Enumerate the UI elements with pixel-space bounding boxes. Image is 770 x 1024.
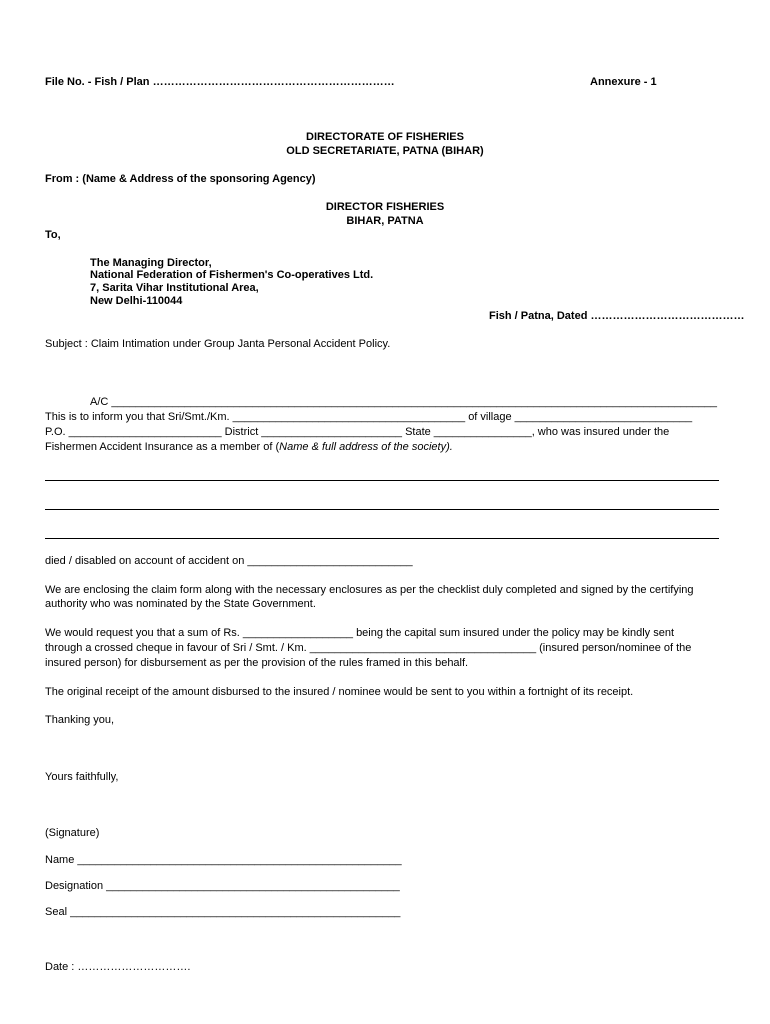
addressee-title: The Managing Director, [90, 257, 212, 269]
member-line [45, 440, 453, 454]
addressee-org: National Federation of Fishermen's Co-operatives Ltd. [90, 269, 374, 281]
addressee-city: New Delhi-110044 [90, 295, 183, 307]
name-field: Name _____________________________________________________ [45, 854, 402, 866]
member-italic: Name & full address of the society). [279, 441, 453, 453]
dated-line: Fish / Patna, Dated …………………………………… [489, 310, 745, 322]
ac-line: A/C ___________________________________________________________________________________________________ [90, 396, 718, 408]
receipt-line: The original receipt of the amount disbursed to the insured / nominee would be sent to you within a fortnight of its receipt. [45, 686, 634, 698]
enclosing-line-2: authority who was nominated by the State Government. [45, 598, 316, 610]
po-line: P.O. _________________________ District _______________________ State ________________, who was insured under the [45, 426, 670, 438]
office-address: OLD SECRETARIATE, PATNA (BIHAR) [286, 145, 484, 157]
annexure-label: Annexure - 1 [590, 76, 657, 88]
blank-line-2 [45, 509, 719, 510]
signature-label: (Signature) [45, 827, 100, 839]
office-title: DIRECTORATE OF FISHERIES [306, 131, 464, 143]
subject-line: Subject : Claim Intimation under Group Janta Personal Accident Policy. [45, 338, 391, 350]
request-line-2: through a crossed cheque in favour of Sri / Smt. / Km. _____________________________________ (insured person/nominee of the [45, 642, 692, 654]
request-line-3: insured person) for disbursement as per the provision of the rules framed in this behalf. [45, 657, 469, 669]
designation-field: Designation ________________________________________________ [45, 880, 400, 892]
blank-line-3 [45, 538, 719, 539]
member-prefix: Fishermen Accident Insurance as a member of ( [45, 441, 280, 453]
from-label: From : (Name & Address of the sponsoring Agency) [45, 173, 316, 185]
sender-location: BIHAR, PATNA [346, 215, 424, 227]
date-field: Date : …………………………. [45, 961, 191, 973]
to-label: To, [45, 229, 61, 241]
inform-line: This is to inform you that Sri/Smt./Km. ______________________________________ of village _____________________________ [45, 411, 693, 423]
died-line: died / disabled on account of accident on ___________________________ [45, 555, 413, 567]
request-line-1: We would request you that a sum of Rs. __________________ being the capital sum insured under the policy may be kindly sent [45, 627, 675, 639]
enclosing-line-1: We are enclosing the claim form along with the necessary enclosures as per the checklist duly completed and signed by the certifying [45, 584, 694, 596]
seal-field: Seal ______________________________________________________ [45, 906, 401, 918]
thanking-line: Thanking you, [45, 714, 115, 726]
addressee-street: 7, Sarita Vihar Institutional Area, [90, 282, 259, 294]
yours-faithfully: Yours faithfully, [45, 771, 119, 783]
sender-title: DIRECTOR FISHERIES [325, 201, 445, 213]
file-number: File No. - Fish / Plan ………………………………………………………… [45, 76, 395, 88]
blank-line-1 [45, 480, 719, 481]
